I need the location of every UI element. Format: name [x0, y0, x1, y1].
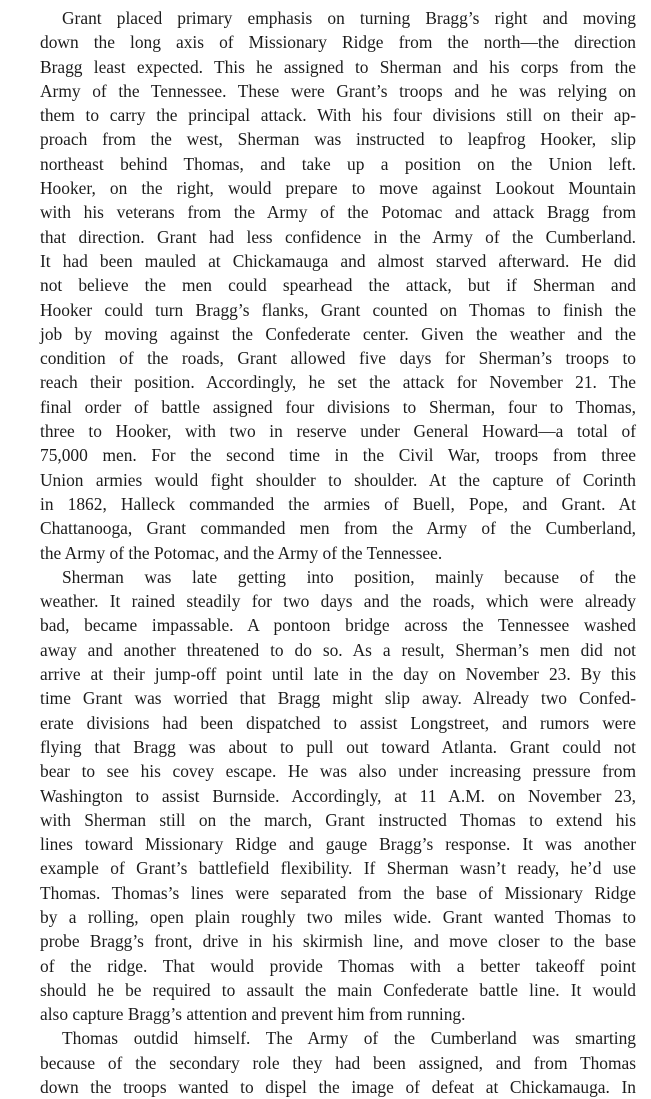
text-line: Hooker could turn Bragg’s flanks, Grant counted on Thomas to finish the [40, 299, 636, 320]
text-line: also capture Bragg’s attention and prevent him from running. [40, 1004, 466, 1025]
text-line: condition of the roads, Grant allowed five days for Sherman’s troops to [40, 348, 636, 369]
text-line: three to Hooker, with two in reserve under General Howard—a total of [40, 421, 636, 442]
text-line: probe Bragg’s front, drive in his skirmish line, and move closer to the base [40, 931, 636, 952]
text-line: It had been mauled at Chickamauga and almost starved afterward. He did [40, 250, 636, 271]
text-line: Grant placed primary emphasis on turning Bragg’s right and moving [62, 8, 636, 28]
text-line: bear to see his covey escape. He was also under increasing pressure from [40, 761, 636, 782]
text-line: job by moving against the Confederate center. Given the weather and the [40, 323, 636, 344]
text-line: example of Grant’s battlefield flexibility. If Sherman wasn’t ready, he’d use [40, 858, 636, 879]
text-line: reach their position. Accordingly, he set the attack for November 21. The [40, 372, 636, 393]
text-line: the Army of the Potomac, and the Army of the Tennessee. [40, 542, 443, 563]
text-line: because of the secondary role they had been assigned, and from Thomas [40, 1052, 636, 1073]
text-line: weather. It rained steadily for two days and the roads, which were already [40, 591, 636, 612]
text-line: Union armies would fight shoulder to shoulder. At the capture of Corinth [40, 469, 636, 490]
text-line: northeast behind Thomas, and take up a position on the Union left. [40, 153, 636, 174]
text-line: Chattanooga, Grant commanded men from the Army of the Cumberland, [40, 518, 636, 539]
text-line: time Grant was worried that Bragg might slip away. Already two Confed- [40, 688, 636, 709]
text-line: Thomas outdid himself. The Army of the Cumberland was smarting [62, 1028, 636, 1049]
text-line: erate divisions had been dispatched to assist Longstreet, and rumors were [40, 712, 636, 733]
text-line: in 1862, Halleck commanded the armies of Buell, Pope, and Grant. At [40, 493, 636, 514]
text-line: down the long axis of Missionary Ridge from the north—the direction [40, 32, 636, 53]
text-line: Washington to assist Burnside. Accordingly, at 11 A.M. on November 23, [40, 785, 636, 806]
body-text [18, 6, 636, 1099]
text-line: Army of the Tennessee. These were Grant’s troops and he was relying on [40, 80, 636, 101]
text-line: that direction. Grant had less confidence in the Army of the Cumberland. [40, 226, 636, 247]
text-line: lines toward Missionary Ridge and gauge Bragg’s response. It was another [40, 834, 636, 855]
text-line: Sherman was late getting into position, mainly because of the [62, 566, 636, 587]
text-line: arrive at their jump-off point until late in the day on November 23. By this [40, 664, 636, 685]
text-line: proach from the west, Sherman was instructed to leapfrog Hooker, slip [40, 129, 636, 150]
text-line: away and another threatened to do so. As a result, Sherman’s men did not [40, 639, 636, 660]
paragraph-1 [18, 6, 636, 565]
text-line: Thomas. Thomas’s lines were separated from the base of Missionary Ridge [40, 882, 636, 903]
text-line: not believe the men could spearhead the attack, but if Sherman and [40, 275, 636, 296]
text-line: should he be required to assault the main Confederate battle line. It would [40, 979, 636, 1000]
text-line: Bragg least expected. This he assigned to Sherman and his corps from the [40, 56, 636, 77]
text-line: flying that Bragg was about to pull out toward Atlanta. Grant could not [40, 736, 636, 757]
paragraph-2 [18, 565, 636, 1027]
text-line: with Sherman still on the march, Grant instructed Thomas to extend his [40, 809, 636, 830]
text-line: bad, became impassable. A pontoon bridge across the Tennessee washed [40, 615, 636, 636]
text-line: them to carry the principal attack. With his four divisions still on their ap- [40, 105, 636, 126]
text-line: final order of battle assigned four divisions to Sherman, four to Thomas, [40, 396, 636, 417]
paragraph-3 [18, 1026, 636, 1099]
text-line: of the ridge. That would provide Thomas with a better takeoff point [40, 955, 636, 976]
text-line: Hooker, on the right, would prepare to move against Lookout Mountain [40, 178, 636, 199]
text-line: down the troops wanted to dispel the image of defeat at Chickamauga. In [40, 1077, 636, 1098]
text-line: by a rolling, open plain roughly two miles wide. Grant wanted Thomas to [40, 906, 636, 927]
text-line: with his veterans from the Army of the Potomac and attack Bragg from [40, 202, 636, 223]
text-line: 75,000 men. For the second time in the Civil War, troops from three [40, 445, 636, 466]
